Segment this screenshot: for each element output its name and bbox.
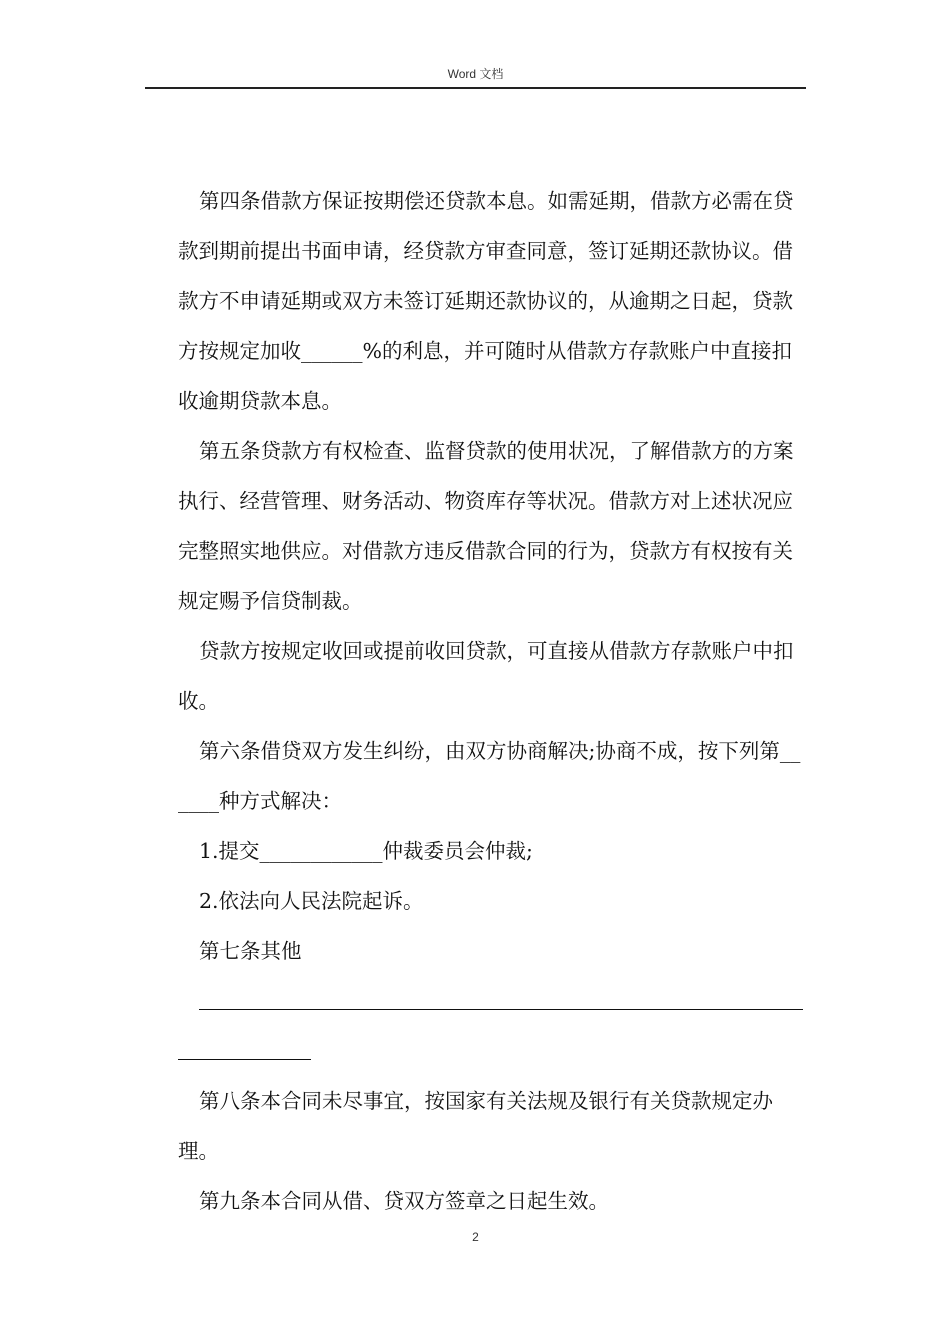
blank-fill-line-continuation (178, 1026, 803, 1076)
page-number: 2 (472, 1230, 479, 1244)
header-divider (145, 87, 806, 89)
clause-5-paragraph: 第五条贷款方有权检查、监督贷款的使用状况，了解借款方的方案执行、经营管理、财务活动、物资库存等状况。借款方对上述状况应完整照实地供应。对借款方违反借款合同的行为，贷款方有权按有关规定赐予信贷制裁。 (178, 439, 794, 613)
page-header: Word 文档 (447, 67, 504, 81)
blank-underline-long (199, 1009, 803, 1010)
clause-9-paragraph: 第九条本合同从借、贷双方签章之日起生效。 (199, 1189, 609, 1213)
blank-fill-line (178, 976, 803, 1026)
arbitration-option-item: 1.提交____________仲裁委员会仲裁; (199, 839, 533, 863)
lawsuit-option-item: 2.依法向人民法院起诉。 (199, 889, 424, 913)
clause-8-paragraph: 第八条本合同未尽事宜，按国家有关法规及银行有关贷款规定办理。 (178, 1089, 773, 1163)
clause-7-paragraph: 第七条其他 (199, 939, 302, 963)
document-body (178, 176, 803, 1226)
clause-4-paragraph: 第四条借款方保证按期偿还贷款本息。如需延期，借款方必需在贷款到期前提出书面申请，经贷款方审查同意，签订延期还款协议。借款方不申请延期或双方未签订延期还款协议的，从逾期之日起，贷款方按规定加收______%的利息，并可随时从借款方存款账户中直接扣收逾期贷款本息。 (178, 189, 794, 413)
clause-6-paragraph: 第六条借贷双方发生纠纷，由双方协商解决;协商不成，按下列第______种方式解决： (178, 739, 801, 813)
loan-recovery-paragraph: 贷款方按规定收回或提前收回贷款，可直接从借款方存款账户中扣收。 (178, 639, 794, 713)
blank-underline-short (178, 1059, 311, 1060)
